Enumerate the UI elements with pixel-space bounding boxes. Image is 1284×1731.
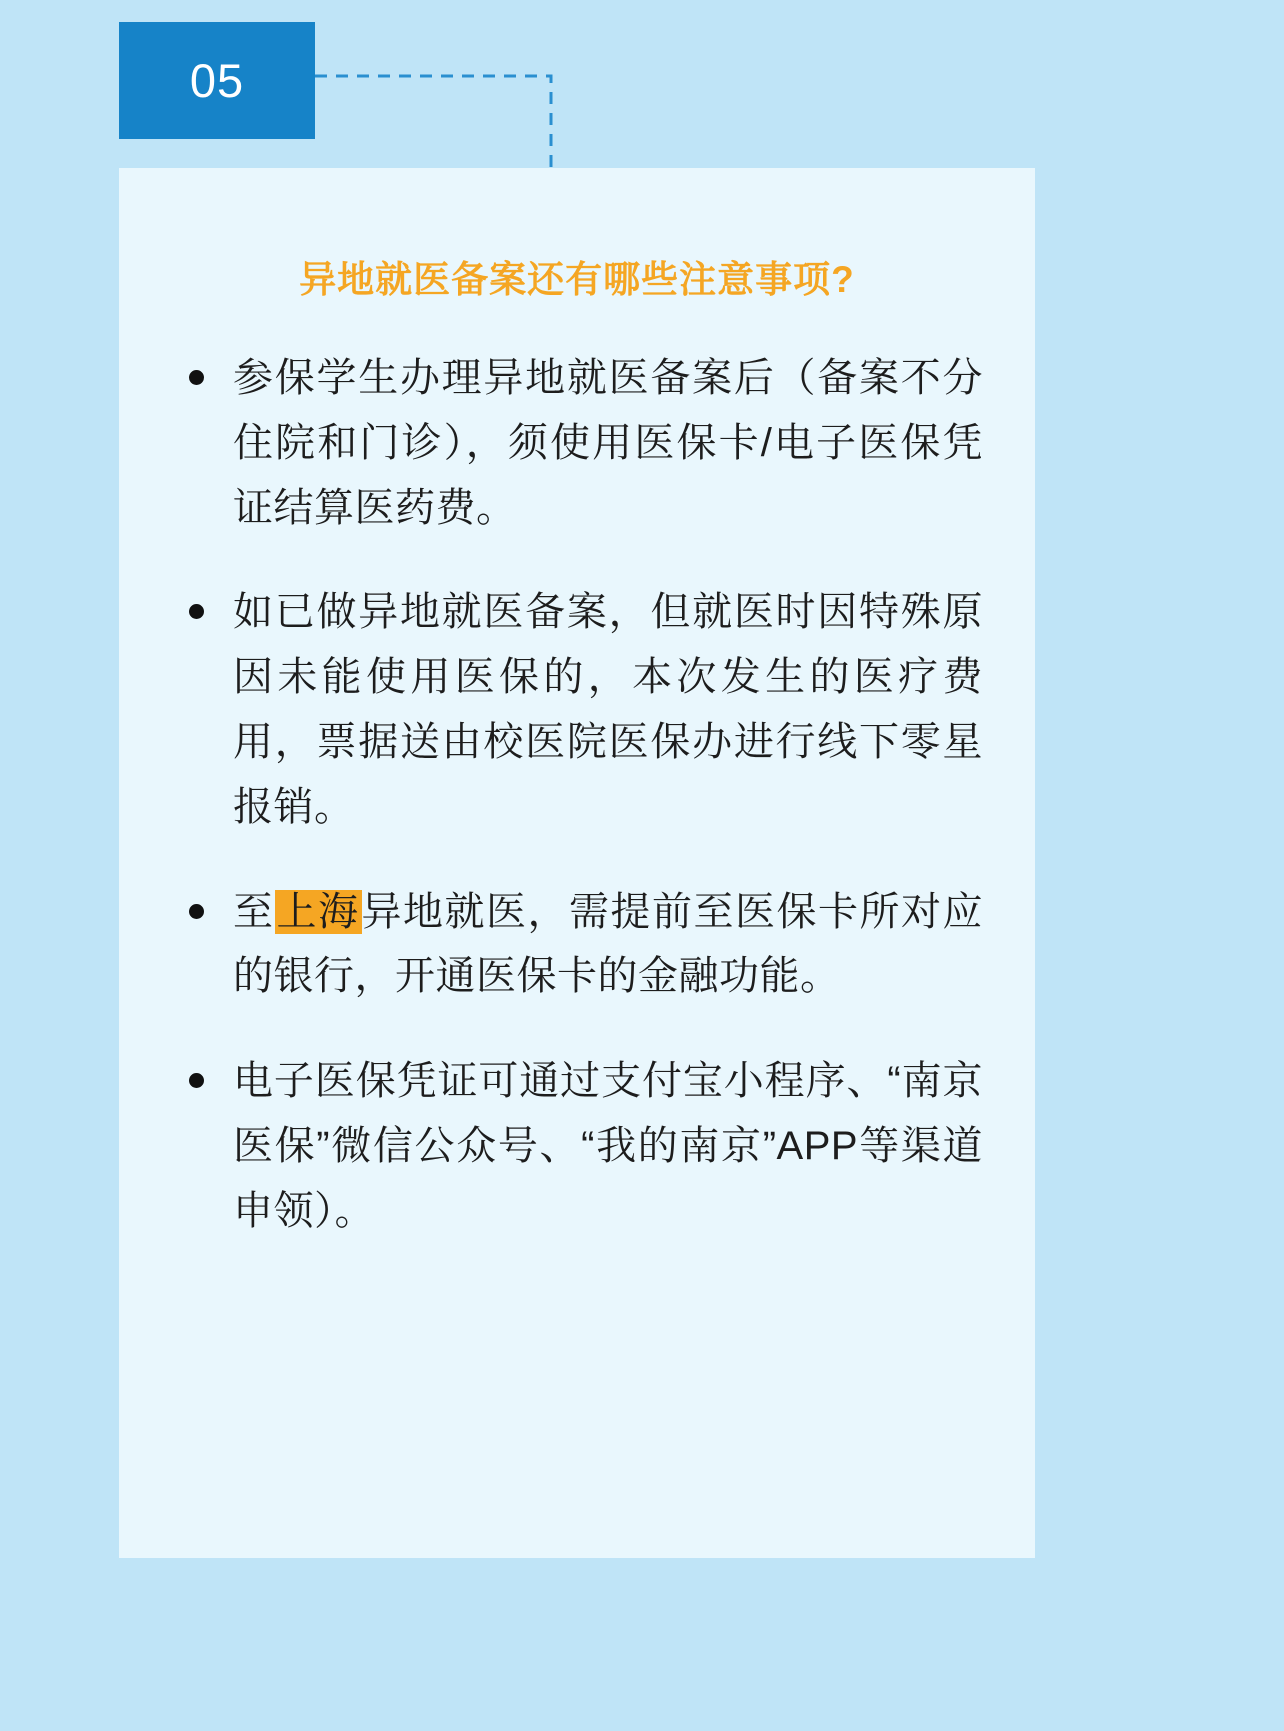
list-item [171,580,983,839]
list-item [171,1049,983,1243]
card-title: 异地就医备案还有哪些注意事项? [299,259,855,300]
list-item-text: 至 [233,889,275,934]
list-item [171,880,983,1010]
notes-list [171,346,983,1244]
bullet-dot-icon [189,604,204,619]
bullet-dot-icon [189,370,204,385]
content-card [119,168,1035,1558]
list-item [171,346,983,540]
list-item-text: 电子医保凭证可通过支付宝小程序、“南京医保”微信公众号、“我的南京”APP等渠道申领）。 [233,1059,983,1233]
highlighted-text: 上海 [276,889,360,934]
bullet-dot-icon [189,904,204,919]
list-item-text: 异地就医，需提前至医保卡所对应的银行，开通医保卡的金融功能。 [233,889,983,999]
section-number-badge [119,22,315,139]
list-item-text: 参保学生办理异地就医备案后（备案不分住院和门诊），须使用医保卡/电子医保凭证结算医药费。 [233,356,983,530]
bullet-dot-icon [189,1073,204,1088]
section-number-label: 05 [189,54,245,107]
list-item-text: 如已做异地就医备案，但就医时因特殊原因未能使用医保的，本次发生的医疗费用，票据送由校医院医保办进行线下零星报销。 [233,590,983,829]
